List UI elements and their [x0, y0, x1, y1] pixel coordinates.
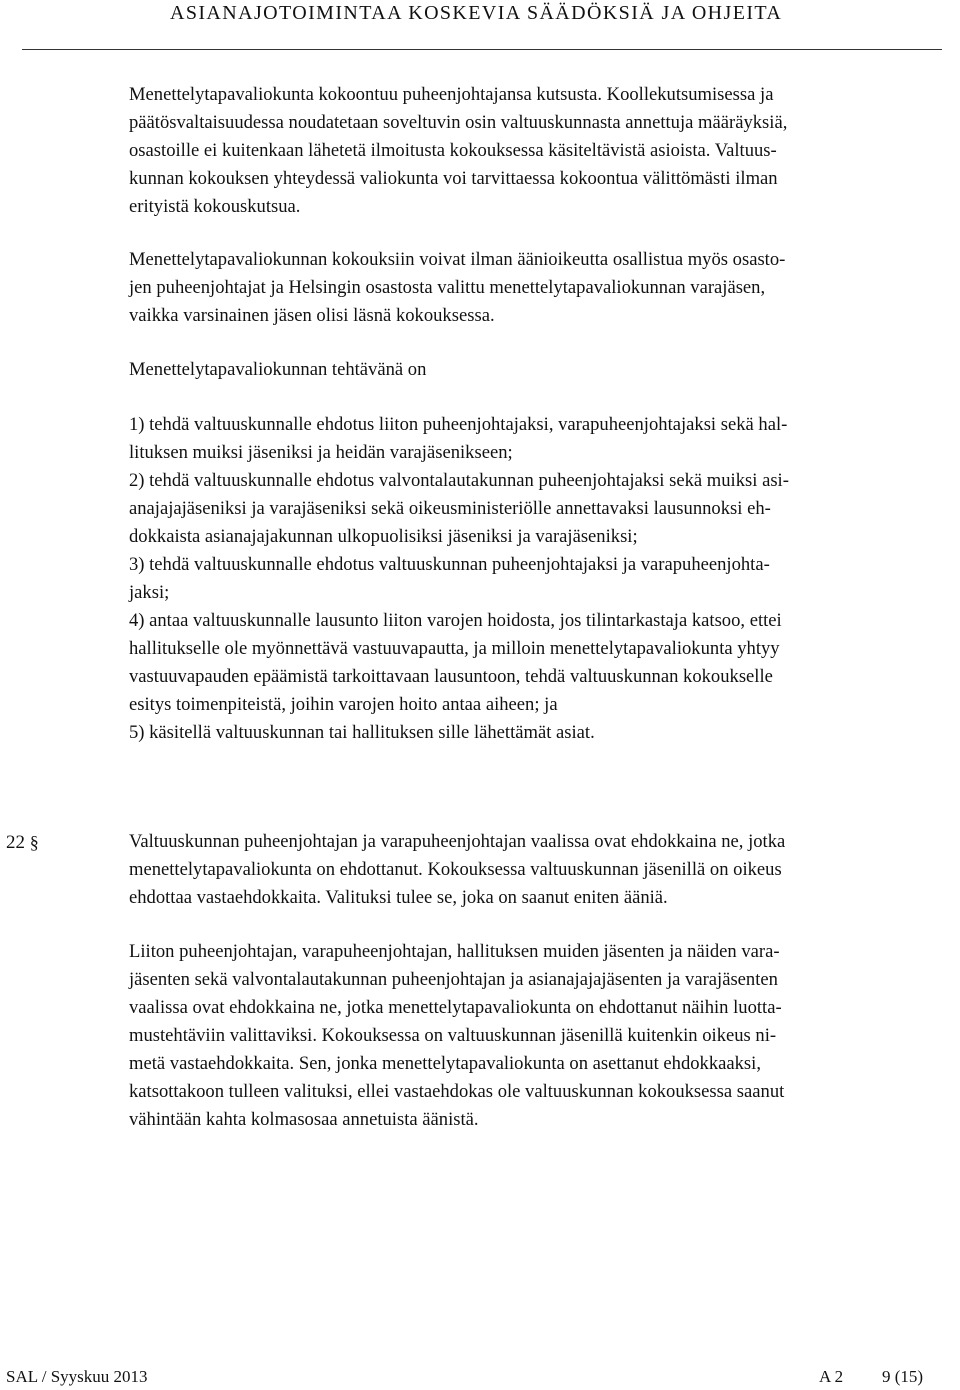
- paragraph-meeting-attendance: [129, 246, 941, 330]
- list-item-line: hallitukselle ole myönnettävä vastuuvapautta, ja milloin menettelytapavaliokunta yhtyy: [129, 638, 780, 659]
- list-item-line: 5) käsitellä valtuuskunnan tai hallituksen sille lähettämät asiat.: [129, 722, 595, 743]
- text-line: päätösvaltaisuudessa noudatetaan soveltuvin osin valtuuskunnasta annettuja määräyksiä,: [129, 112, 788, 133]
- duties-list: [129, 411, 941, 747]
- text-line: Liiton puheenjohtajan, varapuheenjohtajan, hallituksen muiden jäsenten ja näiden vara-: [129, 941, 780, 962]
- section-22-paragraph-2: [129, 938, 941, 1134]
- page-header-title: ASIANAJOTOIMINTAA KOSKEVIA SÄÄDÖKSIÄ JA OHJEITA: [170, 2, 783, 24]
- list-item-line: 2) tehdä valtuuskunnalle ehdotus valvontalautakunnan puheenjohtajaksi sekä muiksi asi-: [129, 470, 789, 491]
- text-line: Menettelytapavaliokunnan tehtävänä on: [129, 359, 427, 380]
- text-line: jäsenten sekä valvontalautakunnan puheenjohtajan ja asianajajajäsenten ja varajäsenten: [129, 969, 778, 990]
- text-line: erityistä kokouskutsua.: [129, 196, 301, 217]
- text-line: jen puheenjohtajat ja Helsingin osastosta valittu menettelytapavaliokunnan varajäsen,: [129, 277, 766, 298]
- text-line: Menettelytapavaliokunta kokoontuu puheenjohtajansa kutsusta. Koollekutsumisessa ja: [129, 84, 774, 105]
- text-line: vaikka varsinainen jäsen olisi läsnä kokouksessa.: [129, 305, 495, 326]
- list-item-line: jaksi;: [129, 582, 170, 603]
- text-line: katsottakoon tulleen valituksi, ellei vastaehdokas ole valtuuskunnan kokouksessa saanut: [129, 1081, 785, 1102]
- footer-page-number: 9 (15): [882, 1367, 924, 1386]
- text-line: kunnan kokouksen yhteydessä valiokunta voi tarvittaessa kokoontua välittömästi ilman: [129, 168, 778, 189]
- footer-publication: SAL / Syyskuu 2013: [6, 1367, 148, 1386]
- section-number-value: 22: [6, 832, 25, 853]
- list-item-line: esitys toimenpiteistä, joihin varojen hoito antaa aiheen; ja: [129, 694, 558, 715]
- paragraph-duties-intro: [129, 356, 941, 384]
- text-line: Valtuuskunnan puheenjohtajan ja varapuheenjohtajan vaalissa ovat ehdokkaina ne, jotka: [129, 831, 786, 852]
- text-line: vähintään kahta kolmasosaa annetuista äänistä.: [129, 1109, 479, 1130]
- text-line: ehdottaa vastaehdokkaita. Valituksi tulee se, joka on saanut eniten ääniä.: [129, 887, 668, 908]
- text-line: osastoille ei kuitenkaan lähetetä ilmoitusta kokouksessa käsiteltävistä asioista. Valtuus-: [129, 140, 777, 161]
- list-item-line: 4) antaa valtuuskunnalle lausunto liiton varojen hoidosta, jos tilintarkastaja katsoo, ettei: [129, 610, 782, 631]
- list-item-line: lituksen muiksi jäseniksi ja heidän varajäsenikseen;: [129, 442, 513, 463]
- text-line: metä vastaehdokkaita. Sen, jonka menettelytapavaliokunta on asettanut ehdokkaaksi,: [129, 1053, 761, 1074]
- list-item-line: anajajajäseniksi ja varajäseniksi sekä oikeusministeriölle annettavaksi lausunnoksi eh-: [129, 498, 771, 519]
- text-line: mustehtäviin valittaviksi. Kokouksessa on valtuuskunnan jäsenillä kuitenkin oikeus ni-: [129, 1025, 777, 1046]
- list-item-line: vastuuvapauden epäämistä tarkoittavaan lausuntoon, tehdä valtuuskunnan kokoukselle: [129, 666, 773, 687]
- section-symbol: §: [29, 832, 39, 852]
- section-22-paragraph-1: [129, 828, 941, 912]
- text-line: Menettelytapavaliokunnan kokouksiin voivat ilman äänioikeutta osallistua myös osasto-: [129, 249, 786, 270]
- list-item-line: 1) tehdä valtuuskunnalle ehdotus liiton puheenjohtajaksi, varapuheenjohtajaksi sekä hal-: [129, 414, 788, 435]
- header-divider: [22, 49, 942, 50]
- list-item-line: 3) tehdä valtuuskunnalle ehdotus valtuuskunnan puheenjohtajaksi ja varapuheenjohta-: [129, 554, 770, 575]
- footer-document-code: A 2: [819, 1367, 844, 1386]
- text-line: menettelytapavaliokunta on ehdottanut. Kokouksessa valtuuskunnan jäsenillä on oikeus: [129, 859, 782, 880]
- paragraph-committee-meetings: [129, 81, 941, 221]
- section-number: [6, 828, 39, 857]
- list-item-line: dokkaista asianajajakunnan ulkopuolisiksi jäseniksi ja varajäseniksi;: [129, 526, 638, 547]
- text-line: vaalissa ovat ehdokkaina ne, jotka menettelytapavaliokunta on ehdottanut näihin luotta-: [129, 997, 782, 1018]
